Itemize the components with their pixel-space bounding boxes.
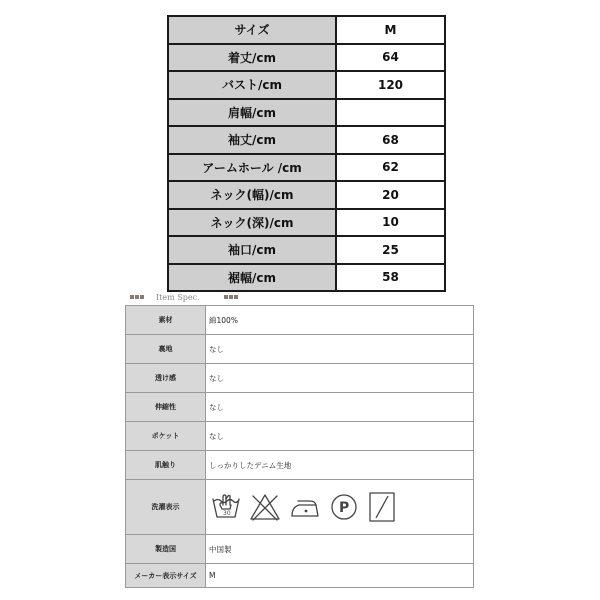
spec-value: なし <box>206 335 474 364</box>
dry-clean-p-icon <box>329 492 359 522</box>
no-bleach-icon <box>249 492 281 522</box>
size-row-value: 10 <box>336 209 445 237</box>
spec-key: 肌触り <box>126 451 206 480</box>
size-table-header-row <box>168 16 445 44</box>
size-row-value: 20 <box>336 181 445 209</box>
spec-row <box>126 535 474 564</box>
size-row-label: バスト/cm <box>168 71 336 99</box>
size-row-value <box>336 99 445 127</box>
size-row <box>168 181 445 209</box>
size-row-label: 袖丈/cm <box>168 126 336 154</box>
spec-key: 透け感 <box>126 364 206 393</box>
size-table <box>167 15 446 292</box>
spec-key: ポケット <box>126 422 206 451</box>
square-bullet-icon <box>234 295 238 299</box>
size-row-value: 25 <box>336 236 445 264</box>
care-icons-cell <box>206 480 474 535</box>
spec-row <box>126 306 474 335</box>
size-row <box>168 209 445 237</box>
square-bullet-icon <box>135 295 139 299</box>
spec-value: 中国製 <box>206 535 474 564</box>
size-row <box>168 71 445 99</box>
size-row-label: 着丈/cm <box>168 44 336 72</box>
spec-row <box>126 564 474 588</box>
item-spec-header <box>130 290 238 304</box>
square-bullet-icon <box>130 295 134 299</box>
size-row <box>168 264 445 292</box>
spec-row <box>126 364 474 393</box>
spec-value: なし <box>206 364 474 393</box>
spec-row <box>126 335 474 364</box>
spec-key: メーカー表示サイズ <box>126 564 206 588</box>
spec-key: 伸縮性 <box>126 393 206 422</box>
size-header-value: M <box>336 16 445 44</box>
spec-value: しっかりしたデニム生地 <box>206 451 474 480</box>
spec-row-care <box>126 480 474 535</box>
size-row-label: 袖口/cm <box>168 236 336 264</box>
spec-row <box>126 451 474 480</box>
item-spec-table <box>125 305 474 588</box>
line-dry-icon <box>367 490 397 524</box>
spec-key: 製造国 <box>126 535 206 564</box>
spec-value: M <box>206 564 474 588</box>
spec-value: 綿100% <box>206 306 474 335</box>
size-row-value: 64 <box>336 44 445 72</box>
size-row <box>168 44 445 72</box>
size-row-label: アームホール /cm <box>168 154 336 182</box>
iron-low-icon <box>289 493 321 521</box>
size-row-value: 68 <box>336 126 445 154</box>
size-row <box>168 236 445 264</box>
size-row <box>168 99 445 127</box>
square-bullet-icon <box>229 295 233 299</box>
spec-row <box>126 422 474 451</box>
svg-text:P: P <box>339 500 350 516</box>
size-row-label: 肩幅/cm <box>168 99 336 127</box>
spec-key: 裏地 <box>126 335 206 364</box>
size-row-value: 120 <box>336 71 445 99</box>
size-row-value: 58 <box>336 264 445 292</box>
size-row-value: 62 <box>336 154 445 182</box>
item-spec-title: Item Spec. <box>156 292 200 302</box>
spec-row <box>126 393 474 422</box>
svg-text:30: 30 <box>223 510 231 517</box>
size-row <box>168 154 445 182</box>
spec-key: 素材 <box>126 306 206 335</box>
decor-squares-left <box>130 295 144 299</box>
spec-value: なし <box>206 393 474 422</box>
size-row-label: 裾幅/cm <box>168 264 336 292</box>
size-row <box>168 126 445 154</box>
wash-tub-30-icon <box>211 491 241 523</box>
square-bullet-icon <box>224 295 228 299</box>
size-row-label: ネック(深)/cm <box>168 209 336 237</box>
size-row-label: ネック(幅)/cm <box>168 181 336 209</box>
size-header-label: サイズ <box>168 16 336 44</box>
spec-key: 洗濯表示 <box>126 480 206 535</box>
decor-squares-right <box>224 295 238 299</box>
square-bullet-icon <box>140 295 144 299</box>
spec-value: なし <box>206 422 474 451</box>
care-icons <box>209 490 473 524</box>
